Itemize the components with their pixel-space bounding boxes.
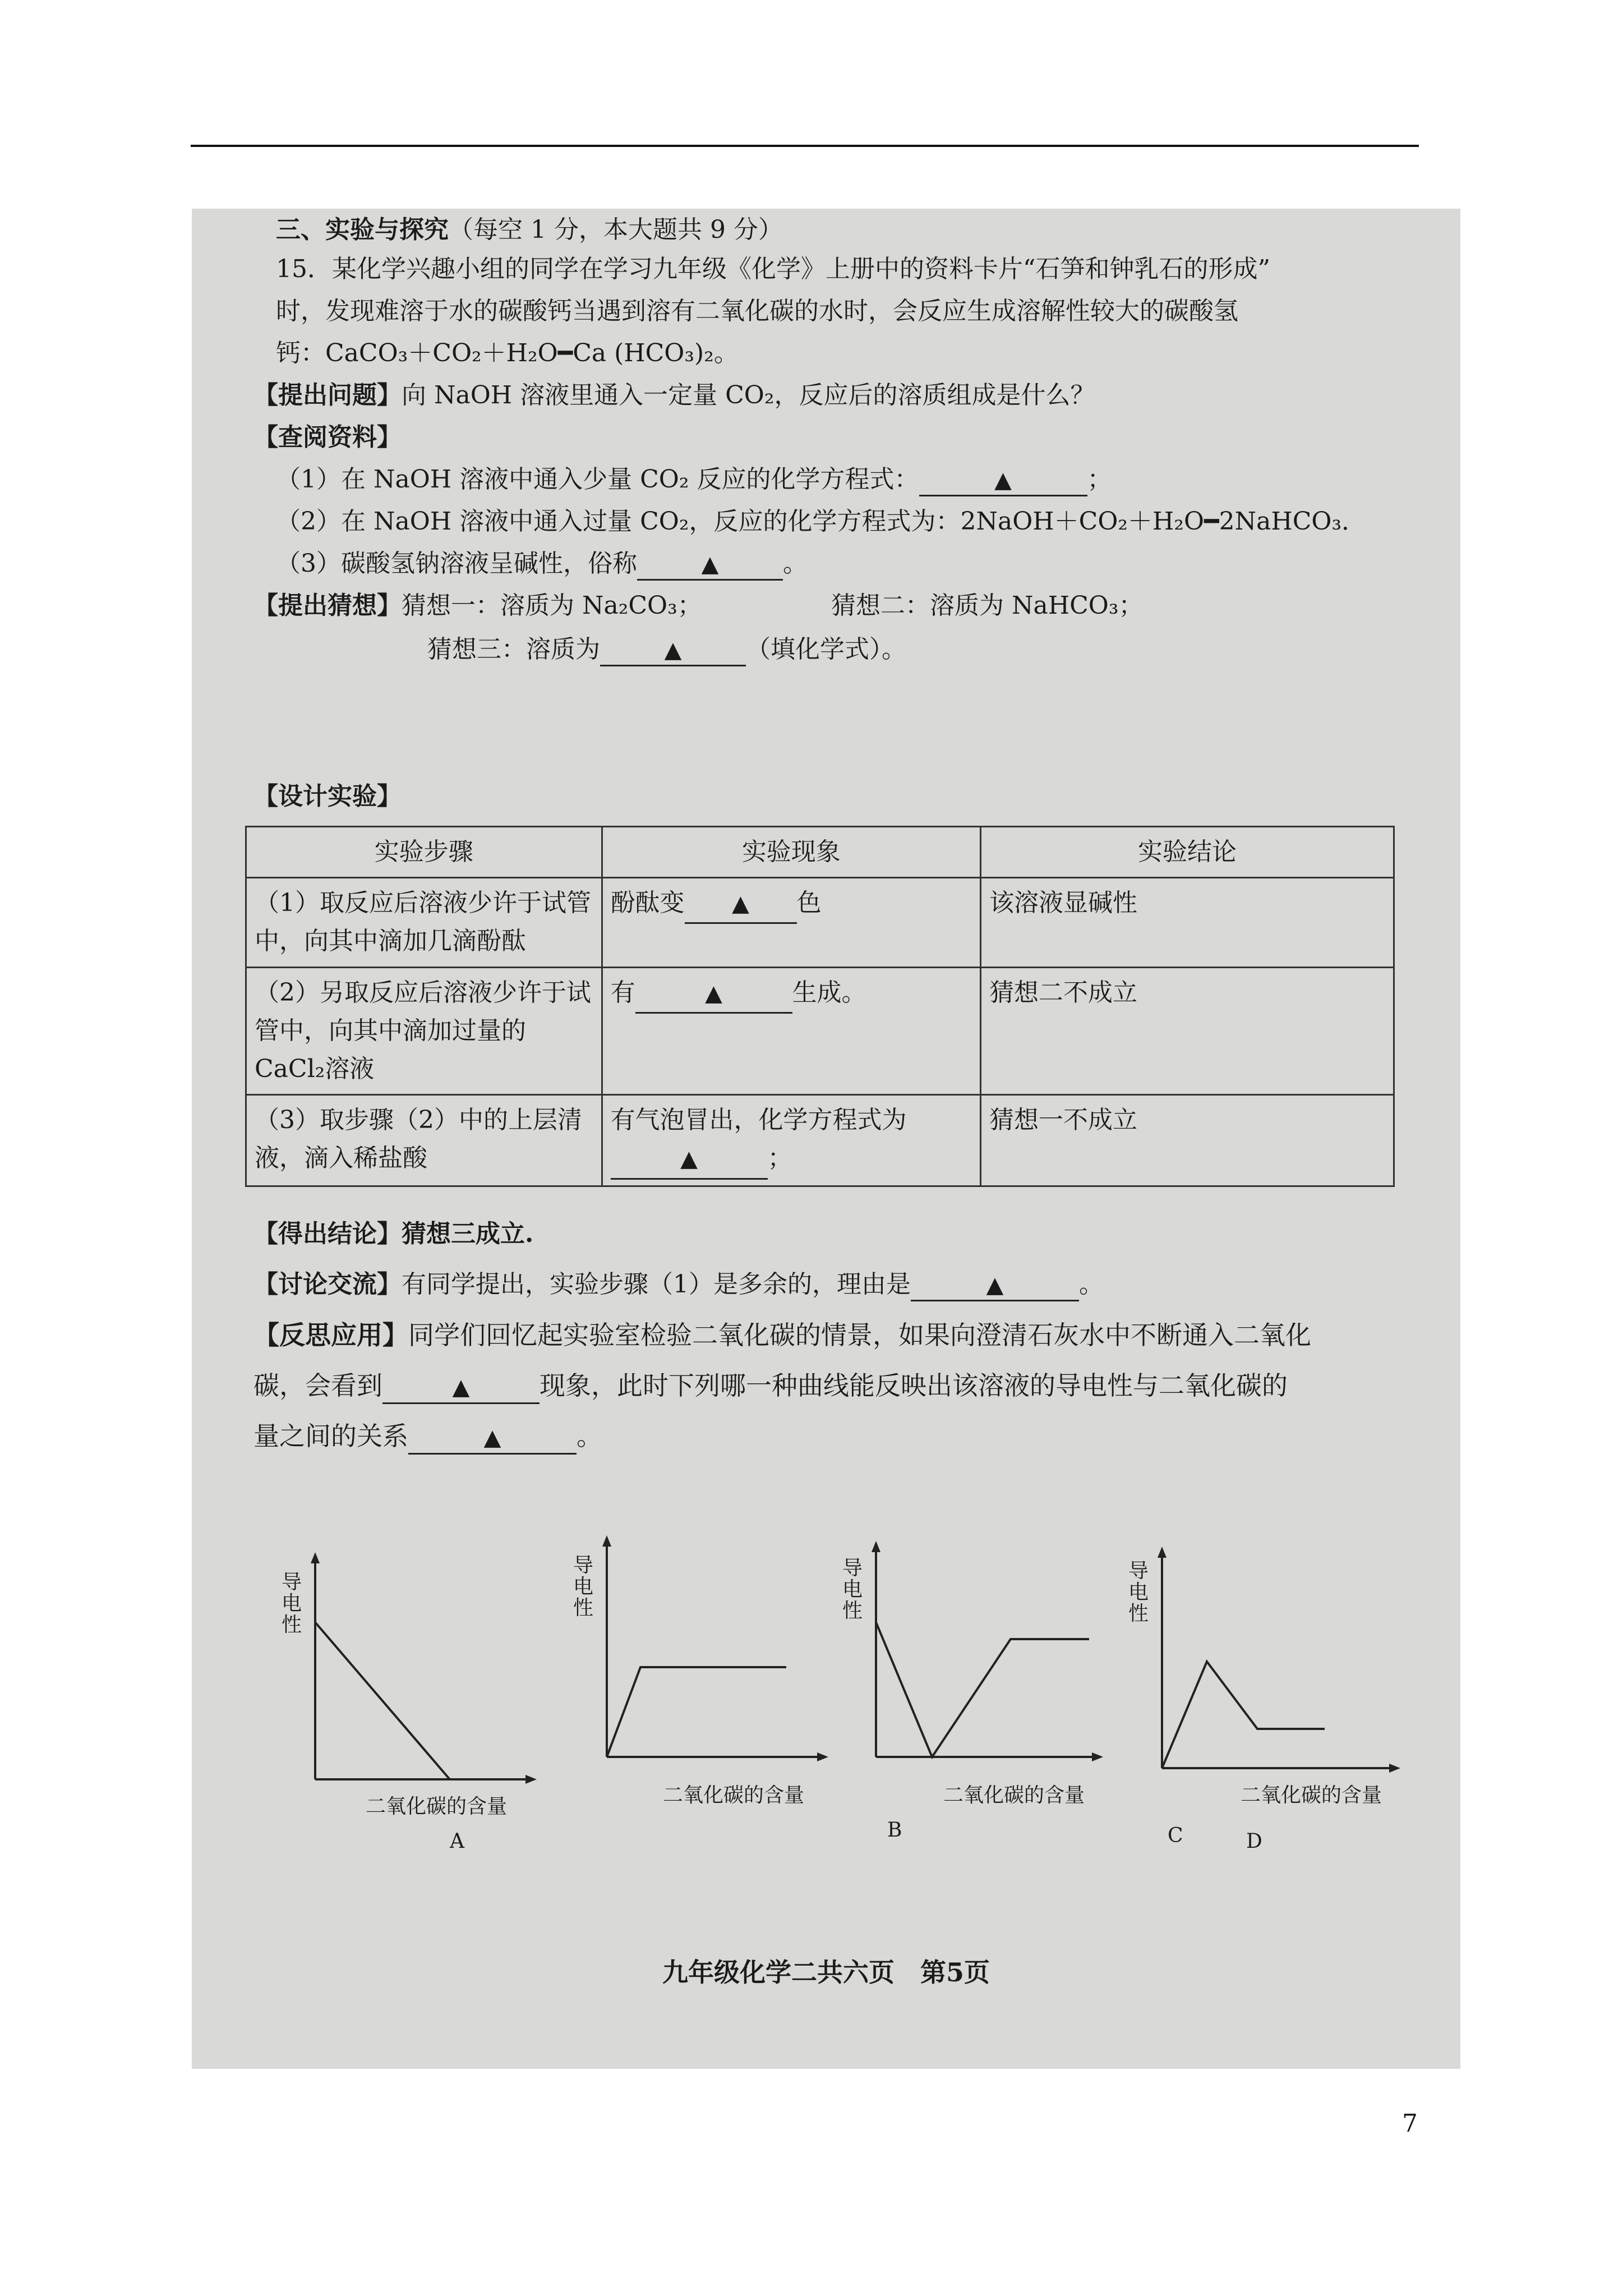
section-note: （每空 1 分，本大题共 9 分）: [449, 215, 783, 244]
graph-b-ylabel: 导电性: [573, 1554, 594, 1619]
question-line: [253, 380, 1095, 411]
q15-line3: 钙：CaCO₃＋CO₂＋H₂O━Ca (HCO₃)₂。: [276, 339, 739, 367]
graph-a-letter: A: [450, 1830, 464, 1853]
row1-phenomenon: 酚酞变 ▲ 色: [602, 878, 981, 967]
table-row: [246, 878, 1394, 967]
conclusion-line: [253, 1218, 533, 1249]
row2-conclusion: 猜想二不成立: [981, 967, 1394, 1095]
graph-d[interactable]: [1112, 1544, 1426, 1853]
scanned-page: [192, 209, 1460, 2069]
row3-conclusion: 猜想一不成立: [981, 1095, 1394, 1186]
reflect-line2: 碳，会看到 ▲ 现象，此时下列哪一种曲线能反映出该溶液的导电性与二氧化碳的: [253, 1370, 1288, 1404]
guess-line-1: [253, 590, 702, 621]
graph-a-xlabel: 二氧化碳的含量: [366, 1795, 508, 1818]
section-heading: [276, 214, 783, 245]
graph-a[interactable]: [259, 1549, 540, 1853]
conclusion-text: 猜想三成立.: [402, 1220, 534, 1248]
header-conclusion: 实验结论: [981, 827, 1394, 878]
ref3-text: （3）碳酸氢钠溶液呈碱性，俗称: [276, 549, 637, 578]
discuss-blank[interactable]: ▲: [911, 1269, 1079, 1301]
q15-line1: 15．某化学兴趣小组的同学在学习九年级《化学》上册中的资料卡片“石笋和钟乳石的形成”: [276, 255, 1270, 283]
header-rule: [191, 145, 1419, 147]
table-header-row: [246, 827, 1394, 878]
section-title: 三、实验与探究: [276, 215, 449, 244]
tag-discuss: 【讨论交流】: [253, 1270, 402, 1299]
row2-phenomenon: 有 ▲ 生成。: [602, 967, 981, 1095]
graph-c-letter: C: [1168, 1824, 1183, 1847]
tag-conclusion: 【得出结论】: [253, 1220, 402, 1248]
guess3-line: 猜想三：溶质为 ▲ （填化学式）。: [427, 634, 906, 666]
question-text: 向 NaOH 溶液里通入一定量 CO₂，反应后的溶质组成是什么？: [402, 381, 1095, 409]
graph-b-xlabel: 二氧化碳的含量: [663, 1784, 805, 1807]
header-phenomenon: 实验现象: [602, 827, 981, 878]
guess2: 猜想二：溶质为 NaHCO₃；: [831, 591, 1144, 620]
graph-c[interactable]: [831, 1538, 1183, 1847]
graph-a-ylabel: 导电性: [282, 1571, 302, 1636]
row1-step: （1）取反应后溶液少许于试管中，向其中滴加几滴酚酞: [246, 878, 602, 967]
row3-step: （3）取步骤（2）中的上层清液，滴入稀盐酸: [246, 1095, 602, 1186]
q15-line2: 时，发现难溶于水的碳酸钙当遇到溶有二氧化碳的水时，会反应生成溶解性较大的碳酸氢: [276, 297, 1238, 325]
tag-reflect: 【反思应用】: [253, 1320, 408, 1350]
graph-d-letter: D: [1246, 1830, 1262, 1853]
row1-conclusion: 该溶液显碱性: [981, 878, 1394, 967]
reflect-line3: 量之间的关系 ▲ 。: [253, 1420, 602, 1455]
row2-blank[interactable]: ▲: [635, 974, 792, 1014]
ref1-blank[interactable]: ▲: [919, 464, 1087, 496]
row1-blank[interactable]: ▲: [685, 884, 797, 924]
graph-c-xlabel: 二氧化碳的含量: [943, 1784, 1085, 1807]
ref1-line: （1）在 NaOH 溶液中通入少量 CO₂ 反应的化学方程式： ▲ ；: [276, 464, 1112, 496]
graph-c-ylabel: 导电性: [842, 1557, 863, 1622]
ref2-line: （2）在 NaOH 溶液中通入过量 CO₂，反应的化学方程式为：2NaOH＋CO₂＋H₂O━2NaHCO₃．: [276, 507, 1367, 536]
table-row: [246, 1095, 1394, 1186]
page-number: 7: [1402, 2109, 1418, 2138]
reflect-blank-1[interactable]: ▲: [382, 1370, 540, 1404]
graph-c-plot: [831, 1538, 1112, 1774]
reflect-blank-2[interactable]: ▲: [408, 1420, 577, 1455]
discuss-text: 有同学提出，实验步骤（1）是多余的，理由是: [402, 1270, 911, 1299]
tag-refer: 【查阅资料】: [253, 423, 402, 452]
guess3-text: 猜想三：溶质为: [427, 635, 600, 664]
reflect-line1: 【反思应用】同学们回忆起实验室检验二氧化碳的情景，如果向澄清石灰水中不断通入二氧化: [253, 1320, 1311, 1350]
page-footer: 九年级化学二共六页 第5页: [662, 1957, 990, 1987]
discuss-line: 【讨论交流】有同学提出，实验步骤（1）是多余的，理由是 ▲ 。: [253, 1269, 1104, 1301]
header-step: 实验步骤: [246, 827, 602, 878]
row3-phenomenon: 有气泡冒出，化学方程式为 ▲ ；: [602, 1095, 981, 1186]
row2-step: （2）另取反应后溶液少许于试管中，向其中滴加过量的 CaCl₂溶液: [246, 967, 602, 1095]
ref1-text: （1）在 NaOH 溶液中通入少量 CO₂ 反应的化学方程式：: [276, 465, 919, 494]
guess1: 猜想一：溶质为 Na₂CO₃；: [402, 591, 702, 620]
ref3-line: （3）碳酸氢钠溶液呈碱性，俗称 ▲ 。: [276, 548, 808, 581]
ref3-blank[interactable]: ▲: [637, 548, 783, 581]
tag-question: 【提出问题】: [253, 381, 402, 409]
graph-d-ylabel: 导电性: [1128, 1559, 1149, 1625]
graph-b[interactable]: [551, 1533, 902, 1842]
guess3-blank[interactable]: ▲: [600, 634, 746, 666]
table-row: [246, 967, 1394, 1095]
experiment-table: [245, 826, 1395, 1187]
graph-d-xlabel: 二氧化碳的含量: [1241, 1784, 1382, 1807]
tag-guess: 【提出猜想】: [253, 591, 402, 620]
graph-b-letter: B: [887, 1819, 902, 1842]
graph-d-plot: [1112, 1544, 1426, 1779]
tag-design: 【设计实验】: [253, 782, 402, 811]
row3-blank[interactable]: ▲: [611, 1139, 768, 1179]
